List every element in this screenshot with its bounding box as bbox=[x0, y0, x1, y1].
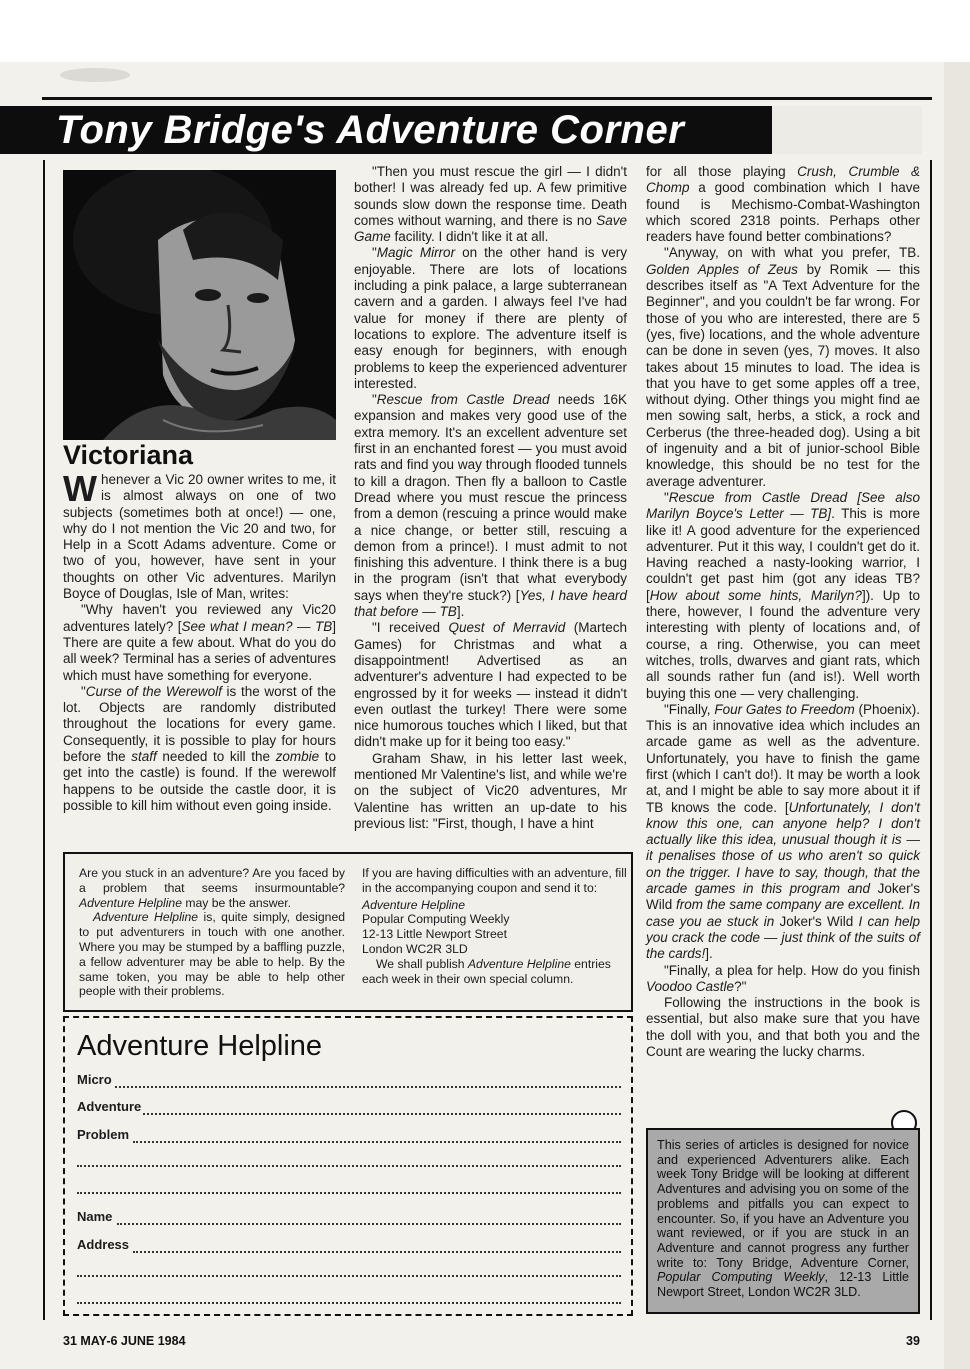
title-bar-bleed bbox=[772, 106, 922, 154]
left-border-rule bbox=[43, 160, 45, 1320]
coupon-title: Adventure Helpline bbox=[77, 1030, 323, 1062]
paragraph-text: . This is more like it! A good adventure for the experienced adventurer. Put it this way, I couldn't get do it. Having reached a nasty-looking warrior, I couldn't get past him (got any ideas TB? [ bbox=[646, 506, 920, 603]
paragraph-text: ]). Up to there, however, I found the adventure very interesting with plenty of locations and, of course, a ring. Otherwise, you can meet witches, trolls, dwarves and giant rats, which all sounds rather fun (and is!). Well worth buying this one — very challenging. bbox=[646, 587, 920, 701]
emphasis: zombie bbox=[275, 749, 320, 765]
paragraph bbox=[354, 620, 627, 750]
paragraph bbox=[354, 164, 627, 245]
author-photo bbox=[63, 170, 336, 440]
paragraph-text: " bbox=[372, 392, 377, 408]
paragraph-text: is, quite simply, designed to put adventurers in touch with one another. Where you may be stumped by a baffling puzzle, a fellow adventurer may be able to help. By the same token, you may be able to help other people with their problems. bbox=[79, 910, 345, 999]
game-title: Quest of Merravid bbox=[448, 620, 566, 636]
paragraph-text: "I received bbox=[372, 620, 449, 636]
title-bar bbox=[0, 106, 772, 154]
helpline-info-left bbox=[79, 866, 345, 999]
paragraph-text: for all those playing bbox=[646, 164, 798, 179]
paragraph-text: "Then you must rescue the girl — I didn't bother! I was already fed up. A few primitive sounds slow down the response time. Death comes without warning, and there is no bbox=[354, 164, 627, 228]
paragraph-text: , 12-13 Little Newport Street, London WC2R 3LD. bbox=[657, 1270, 909, 1300]
section-heading: Victoriana bbox=[63, 440, 194, 470]
editor-note: How about some hints, Marilyn? bbox=[649, 587, 862, 603]
series-info-box bbox=[646, 1128, 920, 1314]
name-label: Name bbox=[77, 1209, 113, 1224]
address-field[interactable] bbox=[77, 1237, 621, 1255]
micro-label: Micro bbox=[77, 1072, 112, 1087]
series-info-text bbox=[657, 1138, 909, 1300]
top-rule bbox=[42, 97, 932, 100]
game-title: Rescue from Castle Dread bbox=[376, 392, 550, 408]
page-title: Tony Bridge's Adventure Corner bbox=[56, 108, 685, 152]
paragraph-text: henever a Vic 20 owner writes to me, it is almost always on one of two subjects (sometimes both at once!) — one, why do I not mention the Vic 20 and two, for Help in a Scott Adams adventure. Come or two of you, however, have sent in your thoughts on other Vic adventures. Marilyn Boyce of Douglas, Isle of Man, writes: bbox=[63, 472, 336, 602]
emphasis: Adventure Helpline bbox=[362, 897, 465, 912]
emphasis: staff bbox=[131, 749, 157, 765]
paragraph bbox=[646, 164, 920, 245]
paragraph-text: "Finally, a plea for help. How do you finish bbox=[664, 962, 920, 978]
print-smudge bbox=[60, 68, 130, 82]
paragraph bbox=[354, 392, 627, 620]
paragraph-text: "Finally, bbox=[664, 701, 715, 717]
game-title: Rescue from Castle Dread [See also Marilyn Boyce's Letter — TB] bbox=[646, 489, 920, 522]
game-title: Golden Apples of Zeus bbox=[646, 261, 798, 277]
paragraph-text: on the other hand is very enjoyable. There are lots of locations including a pink palace, a large subterranean cavern and a garden. I always feel I've had value for money if there are plenty of locations to explore. The adventure itself is easy enough for beginners, with enough problems to keep the experienced adventurer interested. bbox=[354, 245, 627, 391]
paragraph bbox=[79, 910, 345, 999]
emphasis: Popular Computing Weekly bbox=[657, 1270, 825, 1285]
helpline-coupon bbox=[63, 1016, 633, 1316]
helpline-info-right bbox=[362, 866, 628, 986]
game-title: Curse of the Werewolf bbox=[85, 683, 222, 699]
paragraph-text: " bbox=[664, 489, 669, 505]
problem-dotted-line bbox=[133, 1141, 621, 1143]
editor-note: See what I mean? — TB bbox=[181, 618, 333, 634]
problem-label: Problem bbox=[77, 1127, 130, 1142]
paragraph bbox=[354, 245, 627, 392]
paragraph-text: "Anyway, on with what you prefer, TB. bbox=[664, 245, 920, 261]
author-portrait-image bbox=[63, 170, 336, 440]
address-dotted-line-2[interactable] bbox=[77, 1275, 621, 1277]
paragraph-text: " bbox=[372, 245, 377, 261]
paragraph-text: (Martech Games) for Christmas and what a disappointment! Advertised as an adventurer's adventure I had expected to be engrossed by it for weeks — instead it didn't even outlast the turkey! There were some nice humorous touches which I liked, but that didn't make up for it being too easy." bbox=[354, 620, 627, 750]
address-line: 12-13 Little Newport Street bbox=[362, 927, 507, 942]
paragraph-text: ]. bbox=[456, 604, 465, 620]
paragraph bbox=[646, 702, 920, 963]
address-label: Address bbox=[77, 1237, 130, 1252]
problem-dotted-line-2[interactable] bbox=[77, 1165, 621, 1167]
emphasis: Adventure Helpline bbox=[467, 956, 571, 971]
address-line: Popular Computing Weekly bbox=[362, 912, 510, 927]
problem-dotted-line-3[interactable] bbox=[77, 1192, 621, 1194]
paragraph bbox=[63, 602, 336, 683]
paragraph bbox=[646, 963, 920, 996]
game-title: Crush, Crumble & Chomp bbox=[646, 164, 920, 196]
game-title: Joker's Wild bbox=[646, 881, 920, 913]
emphasis: Adventure Helpline bbox=[79, 895, 182, 910]
paragraph-text: may be the answer. bbox=[181, 895, 292, 910]
game-title: Voodoo Castle bbox=[646, 978, 735, 994]
adventure-label: Adventure bbox=[77, 1099, 142, 1114]
paragraph: Following the instructions in the book is essential, but also make sure that you have the doll with you, and that both you and the Count are wearing the lucky charms. bbox=[646, 995, 920, 1060]
problem-field[interactable] bbox=[77, 1127, 621, 1145]
name-field[interactable] bbox=[77, 1209, 621, 1227]
paragraph-text: entries each week in their own special column. bbox=[362, 956, 611, 986]
paragraph-text: " bbox=[81, 683, 86, 699]
paragraph-text: is the worst of the lot. Objects are randomly distributed throughout the locations for every game. Consequently, it is possible to play for hours before the bbox=[63, 683, 336, 765]
paragraph-text: Are you stuck in an adventure? Are you faced by a problem that seems insurmountable? bbox=[79, 866, 345, 895]
paragraph: Graham Shaw, in his letter last week, mentioned Mr Valentine's list, and while we're on the subject of Vic20 adventures, Mr Valentine has written an up-date to his previous list: "First, though, I have a hint bbox=[354, 750, 627, 831]
article-column-2 bbox=[354, 164, 627, 832]
page-number: 39 bbox=[906, 1334, 920, 1348]
paragraph-text: ?" bbox=[734, 978, 747, 994]
paragraph-text: (Phoenix). This is an innovative idea which includes an arcade game as well as the adventure. Unfortunately, you have to finish the game first (which I can't do!). It may be worth a look at, and I might be able to say more about it if TB knows the code. [ bbox=[646, 701, 921, 815]
address-line bbox=[362, 898, 628, 913]
micro-dotted-line bbox=[115, 1086, 621, 1088]
game-title: Joker's Wild bbox=[774, 913, 859, 929]
paragraph bbox=[646, 245, 920, 489]
paragraph bbox=[646, 490, 920, 702]
paragraph-text: ] There are quite a few about. What do you do all week? Terminal has a series of adventures which must have something for everyone. bbox=[63, 618, 336, 683]
paragraph-text: by Romik — this describes itself as "A Text Adventure for the Beginner", and you couldn't be far wrong. For those of you who are interested, there are 5 (yes, five) locations, and the whole adventure can be done in seven (yes, 7) moves. It also takes about 15 minutes to load. The idea is that you have to get some apples off a tree, without dying. Other things you might find ae men sowing salt, herbs, a stick, a rock and Cerberus (the three-headed dog). Using a bit of ingenuity and a bit of junior-school Bible knowledge, this should be no test for the average adventurer. bbox=[646, 261, 920, 489]
paragraph bbox=[79, 866, 345, 910]
paragraph-text: This series of articles is designed for novice and experienced Adventurers alike. Each week Tony Bridge will be looking at different Adventures and advising you on some of the problems and pitfalls you can expect to encounter. So, if you have an Adventure you want reviewed, or if you are stuck in an Adventure and cannot progress any further write to: Tony Bridge, Adventure Corner, bbox=[657, 1138, 909, 1270]
paragraph bbox=[63, 684, 336, 814]
micro-field[interactable] bbox=[77, 1072, 621, 1090]
helpline-info-box bbox=[63, 852, 633, 1012]
paragraph bbox=[63, 468, 336, 602]
paragraph: If you are having difficulties with an adventure, fill in the accompanying coupon and send it to: bbox=[362, 866, 627, 895]
paragraph-text: We shall publish bbox=[376, 956, 468, 971]
address-dotted-line bbox=[133, 1251, 621, 1253]
article-column-1 bbox=[63, 468, 337, 814]
right-border-rule bbox=[930, 160, 932, 1320]
name-dotted-line bbox=[117, 1223, 621, 1225]
game-title: Magic Mirror bbox=[376, 245, 456, 261]
emphasis: Adventure Helpline bbox=[93, 910, 199, 925]
adventure-field[interactable] bbox=[77, 1099, 621, 1117]
emphasis: Save Game bbox=[354, 212, 627, 245]
article-column-3 bbox=[646, 164, 920, 1060]
editor-note: Yes, I have heard that before — TB bbox=[354, 587, 627, 620]
editor-note: Unfortunately, I don't know this one, can anyone help? I don't actually like this idea, unusual though it is — it penalises those of us who aren't so quick on the trigger. I have to say, though, that the arcade games in this program and bbox=[646, 799, 921, 897]
editor-note: from the same company are excellent. In case you ae stuck in bbox=[646, 897, 921, 929]
address-line: London WC2R 3LD bbox=[362, 941, 468, 956]
adventure-dotted-line bbox=[143, 1113, 621, 1115]
game-title: Four Gates to Freedom bbox=[714, 701, 855, 717]
paragraph-text: to get into the castle) is found. If the werewolf happens to be outside the castle door, it is possible to kill him without even going inside. bbox=[63, 749, 337, 813]
paragraph bbox=[362, 957, 628, 987]
paragraph-text: a good combination which I have found is Mechismo-Combat-Washington which scored 2318 points. Perhaps other readers have found better combinations? bbox=[646, 180, 920, 245]
paragraph-text: needed to kill the bbox=[156, 749, 276, 765]
drop-cap: W bbox=[63, 468, 97, 509]
paragraph-text: facility. I didn't like it at all. bbox=[390, 229, 549, 245]
editor-note: I can help you crack the code — just think of the suits of the cards! bbox=[646, 913, 921, 962]
paragraph-text: ]. bbox=[705, 946, 713, 962]
address-dotted-line-3[interactable] bbox=[77, 1302, 621, 1304]
issue-date: 31 MAY-6 JUNE 1984 bbox=[63, 1334, 186, 1348]
paragraph-text: "Why haven't you reviewed any Vic20 adventures lately? [ bbox=[63, 602, 336, 634]
page-edge bbox=[944, 62, 970, 1369]
paragraph-text: needs 16K expansion and makes very good use of the extra memory. It's an excellent adventure set first in an enchanted forest — you must avoid rats and find you way through flooded tunnels to kill a dragon. Then fly a balloon to Castle Dread where you must rescue the princess from a demon (rescuing a prince would make a nice change, or better still, rescuing a demon from a prince!). I must admit to not finishing this adventure. I think there is a bug in the program (isn't that what everybody says when they're stuck?) [ bbox=[354, 392, 627, 603]
